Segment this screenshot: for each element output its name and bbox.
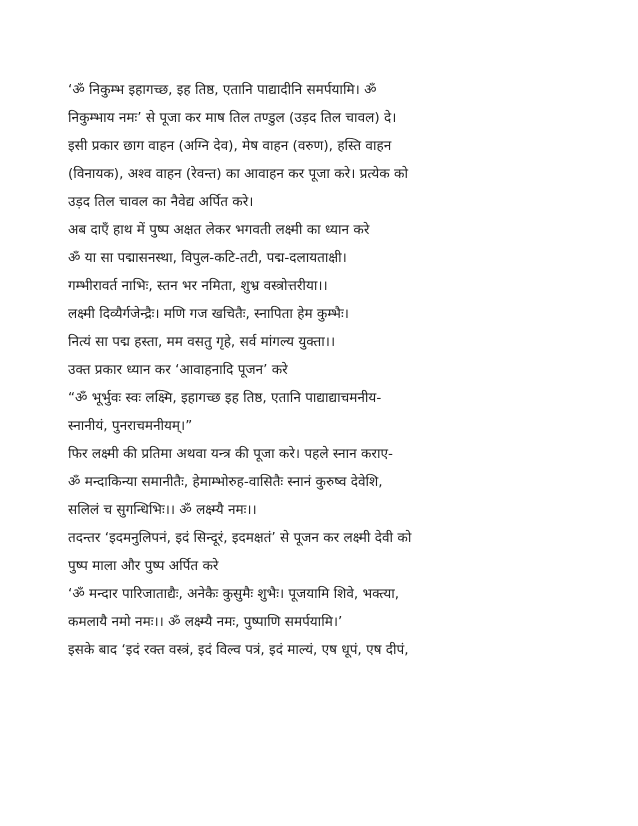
text-line-3: इसी प्रकार छाग वाहन (अग्नि देव), मेष वाहन (वरुण), हस्ति वाहन [68, 138, 392, 154]
text-line-6: अब दाएँ हाथ में पुष्प अक्षत लेकर भगवती लक्ष्मी का ध्यान करे [68, 222, 370, 238]
text-line-2: निकुम्भाय नमः’ से पूजा कर माष तिल तण्डुल (उड़द तिल चावल) दे। [68, 110, 397, 126]
text-line-20: कमलायै नमो नमः।। ॐ लक्ष्म्यै नमः, पुष्पाणि समर्पयामि।’ [68, 614, 343, 630]
text-line-18: पुष्प माला और पुष्प अर्पित करे [68, 558, 219, 574]
text-line-21: इसके बाद ‘इदं रक्त वस्त्रं, इदं विल्व पत्रं, इदं माल्यं, एष धूपं, एष दीपं, [68, 642, 409, 658]
text-line-19: ‘ॐ मन्दार पारिजाताद्यैः, अनेकैः कुसुमैः शुभैः। पूजयामि शिवे, भक्त्या, [68, 586, 400, 602]
text-line-14: फिर लक्ष्मी की प्रतिमा अथवा यन्त्र की पूजा करे। पहले स्नान कराए- [68, 446, 393, 462]
text-line-9: लक्ष्मी दिव्यैर्गजेन्द्रैः। मणि गज खचितैः, स्नापिता हेम कुम्भैः। [68, 306, 349, 322]
text-line-4: (विनायक), अश्व वाहन (रेवन्त) का आवाहन कर पूजा करे। प्रत्येक को [68, 166, 408, 182]
text-line-10: नित्यं सा पद्म हस्ता, मम वसतु गृहे, सर्व मांगल्य युक्ता।। [68, 334, 336, 350]
text-line-5: उड़द तिल चावल का नैवेद्य अर्पित करे। [68, 194, 254, 210]
text-line-16: सलिलं च सुगन्धिभिः।। ॐ लक्ष्म्यै नमः।। [68, 502, 257, 518]
text-line-11: उक्त प्रकार ध्यान कर ‘आवाहनादि पूजन’ करे [68, 362, 288, 378]
text-line-12: “ॐ भूर्भुवः स्वः लक्ष्मि, इहागच्छ इह तिष्ठ, एतानि पाद्याद्याचमनीय- [68, 390, 382, 406]
text-line-15: ॐ मन्दाकिन्या समानीतैः, हेमाम्भोरुह-वासितैः स्नानं कुरुष्व देवेशि, [68, 474, 383, 490]
text-line-7: ॐ या सा पद्मासनस्था, विपुल-कटि-तटी, पद्म-दलायताक्षी। [68, 250, 347, 266]
text-line-17: तदन्तर ‘इदमनुलिपनं, इदं सिन्दूरं, इदमक्षतं’ से पूजन कर लक्ष्मी देवी को [68, 530, 412, 546]
text-line-1: ‘ॐ निकुम्भ इहागच्छ, इह तिष्ठ, एतानि पाद्यादीनि समर्पयामि। ॐ [68, 82, 377, 98]
text-line-8: गम्भीरावर्त नाभिः, स्तन भर नमिता, शुभ्र वस्त्रोत्तरीया।। [68, 278, 328, 294]
text-line-13: स्नानीयं, पुनराचमनीयम्।” [68, 418, 193, 434]
